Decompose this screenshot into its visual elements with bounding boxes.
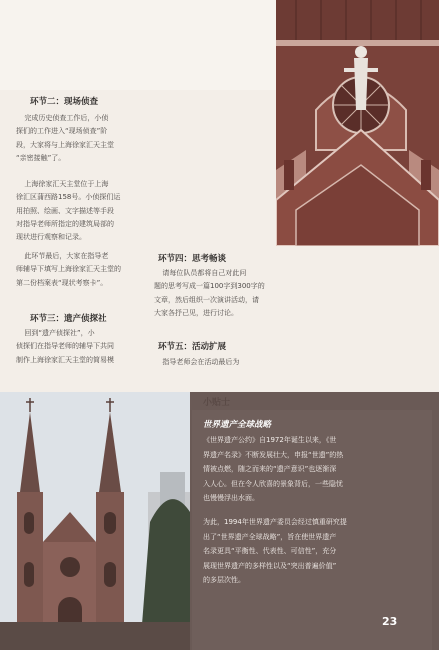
church-towers-illustration [0,392,190,650]
section-2-para-1: 完成历史侦查工作后，小侦 探们的工作进入“现场侦查”阶 段，大家将与上海徐家汇天主堂 “亲密接触”了。 [16,114,114,162]
top-blank-band [0,0,276,90]
section-2-para-3: 此环节最后，大家在指导老 师辅导下填写上海徐家汇天主堂的 第二份档案表“现状考察卡”。 [16,252,121,287]
section-4-para-1: 请每位队员都将自己对此问 题的思考写成一篇100字到300字的 文章，然后组织一次演讲活动，请 大家各抒己见，进行讨论。 [154,269,265,317]
page-number: 23 [382,615,398,628]
section-3-title: 环节三：遗产侦探社 [30,314,107,324]
section-2-title: 环节二：现场侦查 [30,97,99,107]
section-5-para-1: 指导老师会在活动最后为 [162,358,240,366]
section-3-para-1: 回到“遗产侦探社”，小 侦探们在指导老师的辅导下共同 制作上海徐家汇天主堂的简易模 [16,329,114,364]
section-5-title: 环节五：活动扩展 [158,342,227,352]
tip-heading: 世界遗产全球战略 [203,420,272,430]
tip-label: 小贴士 [203,398,231,408]
section-2-para-2: 上海徐家汇天主堂位于上海 徐汇区蒲西路158号。小侦探们运 用拍照、绘画、文字描述等手段 对指导老师所指定的建筑局部的 现状进行观察和记录。 [16,180,121,242]
tip-para-1: 《世界遗产公约》自1972年诞生以来，《世 界遗产名录》不断发展壮大，申报“世遗”的热 情被点燃，随之而来的“遗产意识”也逐渐深 入人心。但在令人欣喜的景象背后，一些隐忧 也慢慢浮出水面。 [203,436,344,503]
tip-para-2: 为此，1994年世界遗产委员会经过慎重研究提 出了“世界遗产全球战略”，旨在使世界遗产 名录更具“平衡性、代表性、可信性”，充分 展现世界遗产的多样性以及“突出普遍价值” 的多层次性。 [203,518,347,585]
church-facade-illustration [276,0,439,246]
church-facade-photo [276,0,439,246]
section-4-title: 环节四：思考畅谈 [158,254,227,264]
church-towers-photo [0,392,190,650]
